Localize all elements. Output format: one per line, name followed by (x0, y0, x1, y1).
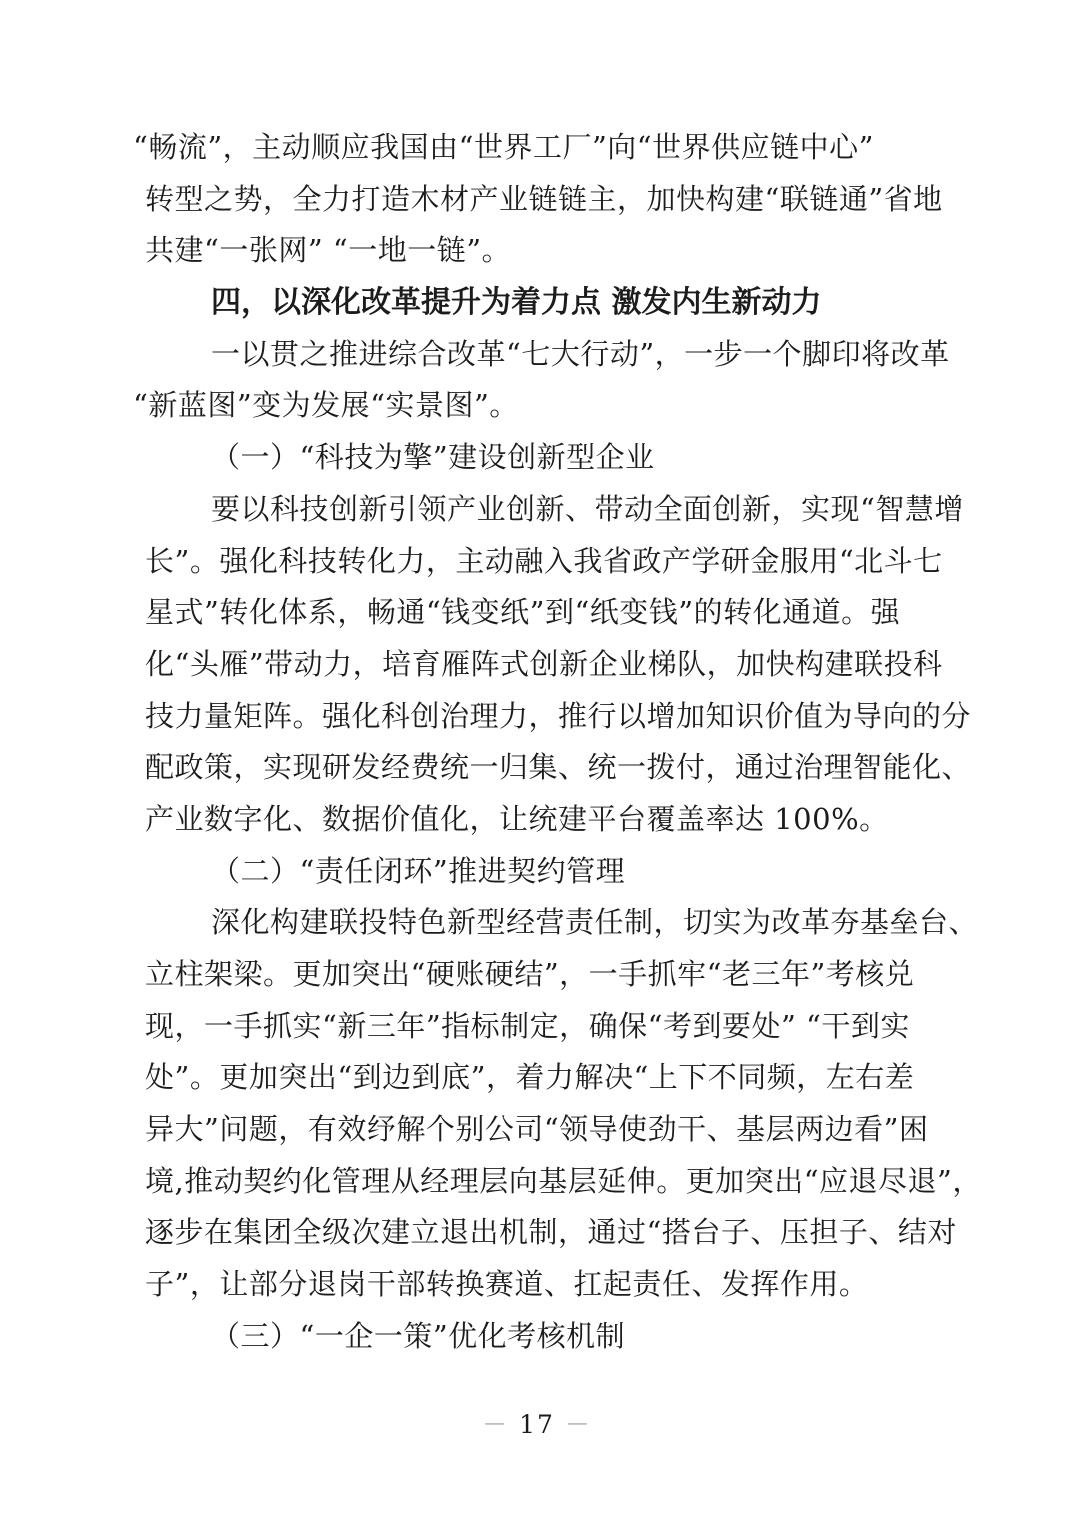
body-line: 逐步在集团全级次建立退出机制，通过“搭台子、压担子、结对 (145, 1215, 957, 1250)
subsection-heading-2: （二）“责任闭环”推进契约管理 (211, 853, 626, 888)
body-line: 异大”问题，有效纾解个别公司“领导使劲干、基层两边看”困 (145, 1112, 929, 1147)
body-line: 现，一手抓实“新三年”指标制定，确保“考到要处” “干到实 (145, 1008, 910, 1043)
body-line: 长”。强化科技转化力，主动融入我省政产学研金服用“北斗七 (145, 543, 943, 578)
body-line: 技力量矩阵。强化科创治理力，推行以增加知识价值为导向的分 (145, 698, 972, 733)
page-footer (0, 1408, 1074, 1442)
body-line: “新蓝图”变为发展“实景图”。 (133, 388, 519, 423)
body-line: 星式”转化体系，畅通“钱变纸”到“纸变钱”的转化通道。强 (145, 595, 901, 630)
body-line: 立柱架梁。更加突出“硬账硬结”，一手抓牢“老三年”考核兑 (145, 957, 915, 991)
subsection-heading-3: （三）“一企一策”优化考核机制 (211, 1318, 626, 1353)
subsection-heading-1: （一）“科技为擎”建设创新型企业 (211, 440, 655, 475)
body-line: 转型之势，全力打造木材产业链链主，加快构建“联链通”省地 (145, 181, 943, 216)
body-line: 化“头雁”带动力，培育雁阵式创新企业梯队，加快构建联投科 (145, 646, 943, 681)
body-line: 产业数字化、数据价值化，让统建平台覆盖率达 100%。 (145, 801, 889, 836)
body-line: 一以贯之推进综合改革“七大行动”，一步一个脚印将改革 (211, 336, 950, 371)
body-line: 共建“一张网” “一地一链”。 (145, 233, 512, 268)
body-line: 配政策，实现研发经费统一归集、统一拨付，通过治理智能化、 (145, 750, 972, 785)
page-number: 17 (519, 1410, 555, 1439)
section-heading: 四，以深化改革提升为着力点 激发内生新动力 (211, 285, 822, 321)
body-line: 深化构建联投特色新型经营责任制，切实为改革夯基垒台、 (211, 905, 979, 940)
body-line: “畅流”，主动顺应我国由“世界工厂”向“世界供应链中心” (133, 130, 874, 164)
footer-dash-right: － (564, 1410, 592, 1439)
body-line: 境,推动契约化管理从经理层向基层延伸。更加突出“应退尽退”， (145, 1163, 982, 1198)
footer-dash-left: － (482, 1410, 510, 1439)
body-line: 要以科技创新引领产业创新、带动全面创新，实现“智慧增 (211, 491, 964, 526)
body-line: 子”，让部分退岗干部转换赛道、扛起责任、发挥作用。 (145, 1267, 869, 1302)
document-body (133, 122, 982, 1363)
body-line: 处”。更加突出“到边到底”，着力解决“上下不同频，左右差 (145, 1060, 915, 1095)
